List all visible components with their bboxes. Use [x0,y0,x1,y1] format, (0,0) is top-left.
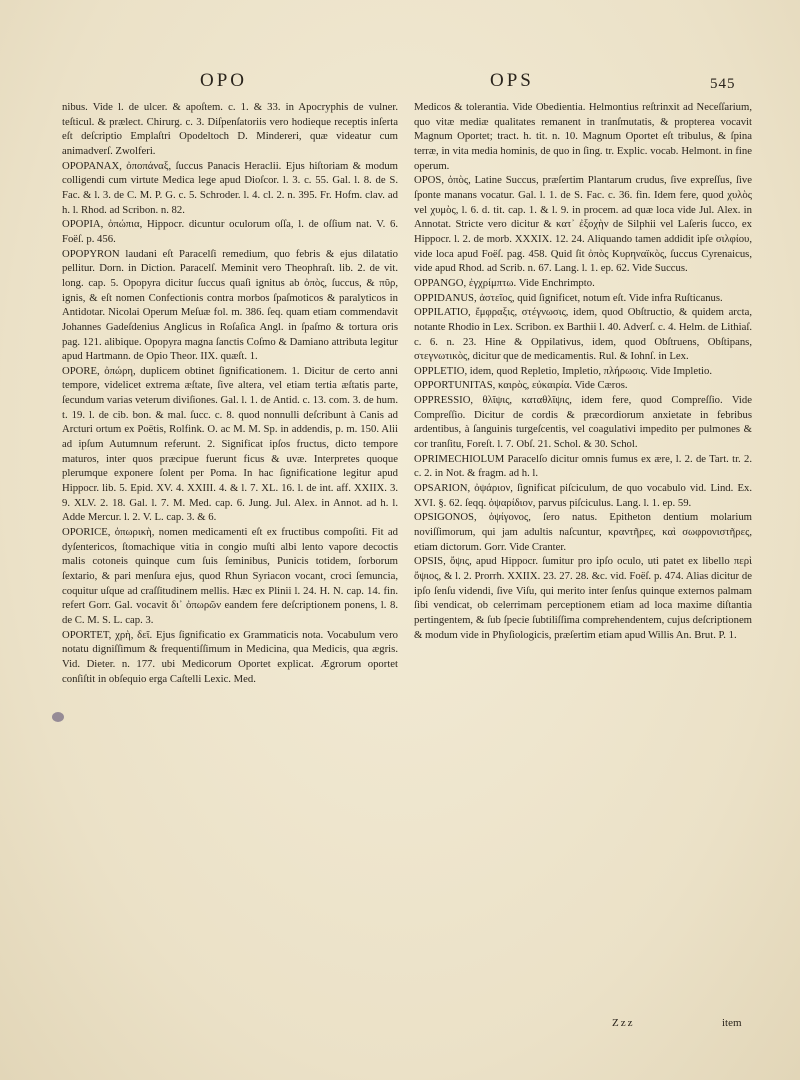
entry-oppidanus: OPPIDANUS, ἀστεῖος, quid ſignificet, notum eſt. Vide infra Ruſticanus. [414,291,723,304]
left-column [62,100,398,686]
ink-stain [52,712,64,722]
entry-oportet: OPORTET, χρὴ, δεῖ. Ejus ſignificatio ex Grammaticis nota. Vocabulum vero notatu digniſſimum & frequentiſſimum in Medicina, qua Medicis, qua ægris. Vid. Dieter. n. 177. ubi Medicorum Oportet explicat. Ægrorum oportet conſiſtit in obſequio erga Caſtelli Lexic. Med. [62,628,398,685]
entry-opportunitas: OPPORTUNITAS, καιρὸς, εὐκαιρία. Vide Cæros. [414,379,628,392]
entry-opopia: OPOPIA, ὀπώπια, Hippocr. dicuntur oculorum oſſa, l. de oſſium nat. V. 6. Foëſ. p. 456. [62,218,398,245]
entry-oppango: OPPANGO, ἐγχρίμπτω. Vide Enchrimpto. [414,276,595,289]
running-header [0,70,800,96]
right-column [414,100,752,642]
entry-text: Medicos & tolerantia. Vide Obedientia. Helmontius reſtrinxit ad Neceſſarium, quo vitæ mediæ qualitates remanent in tranſmutatis, & propterea vocavit Magnum Oportet; tract. h. tit. n. 10. Magnum Oportet eſt tribulus, & ſpina terræ, in vita media hominis, de quo in ſing. tr. Explic. vocab. Helmont. in fine operum. [414,101,752,172]
signature-mark: Zzz [612,1017,635,1029]
entry-opsarion: OPSARION, ὀψάριον, ſignificat piſciculum, de quo vocabulo vid. Lind. Ex. XVI. §. 62. ſeqq. ὀψαρίδιον, parvus piſciculus. Lang. l. 1. ep. 59. [414,482,752,509]
left-running-title: OPO [200,70,248,91]
page-number: 545 [710,76,736,92]
entry-opsigonos: OPSIGONOS, ὀψίγονος, ſero natus. Epitheton dentium molarium noviſſimorum, qui jam adultis naſcuntur, κραντῆρες, καὶ σωφρονιστῆρες, etiam dictorum. Gorr. Vide Cranter. [414,511,752,553]
entry-opopyron: OPOPYRON laudani eſt Paracelſi remedium, quo febris & ejus dilatatio pellitur. Dorn. in Diction. Paracelſ. Meminit vero Theophraſt. lib. 2. de vit. long. cap. 5. Opopyra dicitur ſuccus quaſi ignitus ab ὀπὸς, ſuccus, & πῦρ, ignis, & eſt nomen Confectionis contra morbos ſpaſmoticos & paralyticos in Antidotar. Nicolai Operum Meſuæ fol. m. 386. ſeq. quam etiam commendavit Johannes Gadeſdenius Anglicus in Roſaſica Angl. in ſpaſmo & tortura oris pag. 121. alibique. Opopyra magna ſanctis Coſmo & Damiano attributa legitur apud Hartmann. de Opio Theor. IIX. quæſt. 1. [62,247,398,363]
entry-text: nibus. Vide l. de ulcer. & apoſtem. c. 1. & 33. in Apocryphis de vulner. teſticul. & prælect. Chirurg. c. 3. Diſpenſatoriis vero hodieque receptis inſerta eſt deſcriptio Emplaſtri Opodeltoch D. Mindereri, quæ videatur cum animadverſ. Zwolferi. [62,101,398,157]
entry-oppletio: OPPLETIO, idem, quod Repletio, Impletio, πλήρωσις. Vide Impletio. [414,364,713,377]
entry-oprimechiolum: OPRIMECHIOLUM Paracelſo dicitur omnis fumus ex ære, l. 2. de Tart. tr. 2. c. 2. in Not. & fragm. ad h. l. [414,452,752,480]
entry-opsis: OPSIS, ὄψις, apud Hippocr. ſumitur pro ipſo oculo, uti patet ex libello περὶ ὄψιος, & l. 2. Prorrh. XXIIX. 23. 27. 28. &c. vid. Foëſ. p. 474. Alias dicitur de ipſo ſenſu videndi, ſive Viſu, qui merito inter ſenſus quinque externos palmam ſibi vendicat, ob celerrimam perceptionem etiam ad loca maxime diſtantia pertingentem, & ſub ſpecie ſubtiliſſima comprehendentem, cujus deſcriptionem & modum vide in Phyſiologicis, præſertim etiam apud Willis An. Brut. P. 1. [414,555,752,641]
entry-opore: OPORE, ὀπώρη, duplicem obtinet ſignificationem. 1. Dicitur de certo anni tempore, videlicet extrema æſtate, ſive altera, vel etiam tertia æſtatis parte, ſecundum varias veterum diviſiones. Gal. l. 1. de Antid. c. 13. com. 3. de hum. t. 19. l. de cib. bon. & mal. ſucc. c. 8. quod nonnulli deſcribunt à Canis ad Arcturi ortum ex Poëtis, Rolfink. O. ac M. M. Sp. in addendis, p. m. 150. Alii ad ipſum Autumnum referunt. 2. Significat ipſos fructus, dicto tempore maturos, inter quos præcipue fuerunt ficus & uvæ. Interpretes quoque plerumque exponere ſolent per Poma. In hac ſignificatione legitur apud Hippocr. lib. 5. Epid. XV. 4. XXIII. 4. & l. 7. XL. 16. l. de int. aff. XXIIX. 3. 9. XLV. 2. 18. Gal. l. 7. M. Med. cap. 6. Jung. Jul. Alex. in Annot. ad h. l. Adde Mercur. l. 2. V. L. cap. 3. & 6. [62,364,398,524]
entry-oporice: OPORICE, ὀπωρικὴ, nomen medicamenti eſt ex fructibus compoſiti. Fit ad dyſentericos, ſtomachique vitia in congio muſti albi lento vapore decoctis malis cotoneis quinque cum ſuis ſeminibus, Punicis totidem, ſorborum ſextario, & pari menſura ejus, quod Rhun Syriacon vocant, croci ſemuncia, coquitur uſque ad craſſitudinem mellis. Hæc ex Plinii l. 24. H. N. cap. 14. fin. refert Gorr. Gal. vocavit δι᾽ ὀπωρῶν eandem fere deſcriptionem ponens, l. 8. de C. M. S. L. cap. 3. [62,526,398,626]
entry-opos: OPOS, ὀπὸς, Latine Succus, præſertim Plantarum crudus, ſive expreſſus, ſive ſponte manans vocatur. Gal. l. 1. de S. Fac. c. 36. fin. Idem fere, quod χυλὸς vel χυμὸς, l. 6. d. tit. cap. 1. & l. 9. in procem. ad quæ loca vide Jul. Alex. in Annotat. Stricte vero dicitur & κατ᾽ ἐξοχὴν de Silphii vel Laſeris ſucco, ex Hippocr. l. 2. de morb. XXXIX. 12. 24. Aliquando tamen addidit ipſe σιλφίου, vide loca apud Foëſ. pag. 458. Quid ſit ὀπὸς Κυρηναϊκὸς, ſuccus Cyrenaicus, vide apud Rhod. ad Scrib. n. 67. Lang. l. 1. ep. 62. Vide Succus. [414,174,752,275]
entry-oppilatio: OPPILATIO, ἔμφραξις, στέγνωσις, idem, quod Obſtructio, & quidem arcta, notante Rhodio in Lex. Scribon. ex Barthii l. 40. Adverſ. c. 4. Helm. de Lithiaſ. c. 6. n. 23. Hine & Oppilativus, idem, quod Obſtruens, Obſtipans, στεγνωτικὸς, dicitur que de medicamentis. Rul. & Iohnſ. in Lex. [414,306,752,363]
catchword: item [722,1017,742,1029]
entry-oppressio: OPPRESSIO, θλῖψις, καταθλῖψις, idem fere, quod Compreſſio. Vide Compreſſio. Dicitur de cordis & præcordiorum anxietate in febribus ardentibus, à ſanguinis turgeſcentis, vel coagulativi impedito per pulmones & cor tranſitu, Foreſt. l. 7. Obſ. 21. Schol. & 30. Schol. [414,394,752,451]
entry-opopanax: OPOPANAX, ὀποπάναξ, ſuccus Panacis Heraclii. Ejus hiſtoriam & modum colligendi cum virtute Medica lege apud Dioſcor. l. 3. c. 55. Gal. l. 8. de S. Fac. & l. 3. de C. M. P. G. c. 5. Schroder. l. 4. cl. 2. n. 395. Fr. Hofm. clav. ad h. l. Rhod. ad Scribon. n. 82. [62,159,398,216]
right-running-title: OPS [490,70,534,91]
